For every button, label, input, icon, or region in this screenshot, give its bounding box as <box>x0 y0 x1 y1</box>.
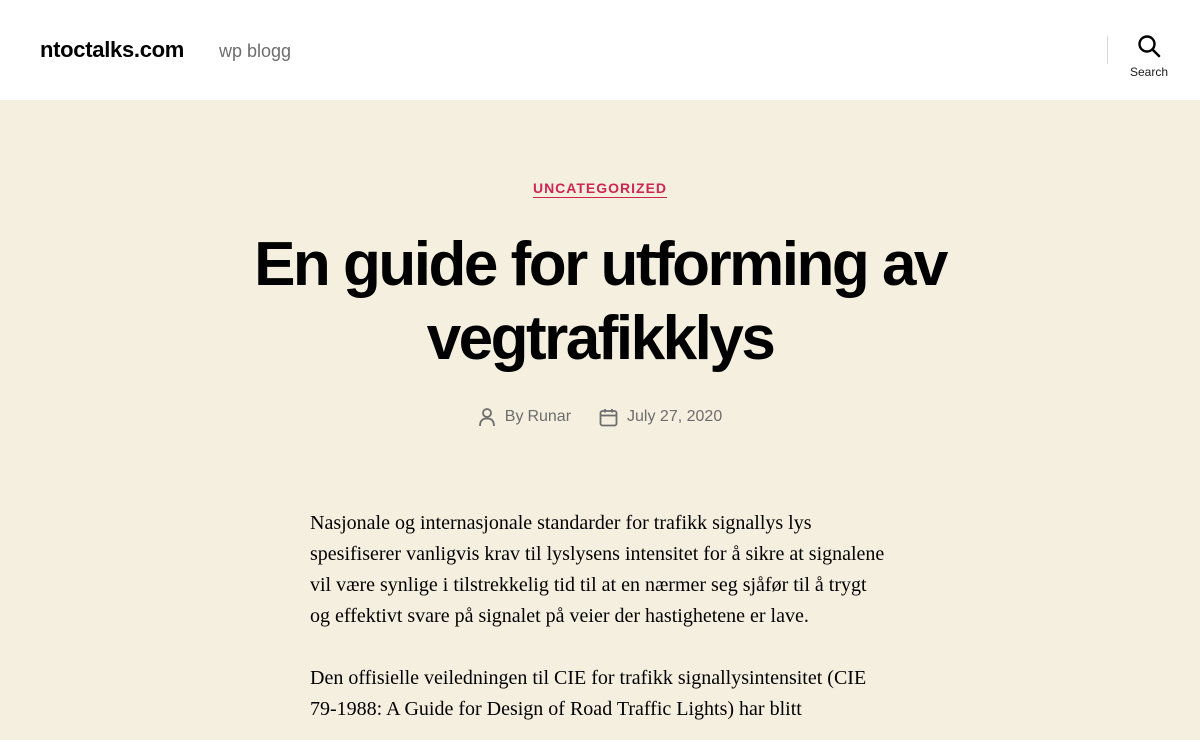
user-icon <box>478 407 496 427</box>
site-description: wp blogg <box>219 41 292 61</box>
author-link[interactable]: Runar <box>527 408 572 425</box>
post-paragraph: Den offisielle veiledningen til CIE for trafikk signallysintensitet (CIE 79-1988: A Guide for Design of Road Traffic Lights) har blitt <box>310 667 867 720</box>
category-link-uncategorized[interactable]: UNCATEGORIZED <box>532 180 668 196</box>
search-icon <box>1137 34 1161 58</box>
date-link[interactable]: July 27, 2020 <box>627 408 723 425</box>
post-author <box>478 407 571 427</box>
site-title-link[interactable]: ntoctalks.com <box>40 37 185 62</box>
post-meta <box>0 407 1200 427</box>
calendar-icon <box>599 408 618 427</box>
header-divider <box>1107 36 1108 64</box>
search-toggle-button[interactable] <box>1118 34 1180 88</box>
post-content <box>310 508 890 740</box>
entry-categories <box>0 180 1200 198</box>
site-header <box>0 0 1200 100</box>
author-prefix: By <box>504 408 524 425</box>
post-paragraph: Nasjonale og internasjonale standarder for trafikk signallys lys spesifiserer vanligvis krav til lyslysens intensitet for å sikre at signalene vil være synlige i tilstrekkelig tid til at en nærmer seg sjåfør til å trygt og effektivt svare på signalet på veier der hastighetene er lave. <box>310 512 885 627</box>
post-title: En guide for utforming av vegtrafikklys <box>254 230 946 373</box>
search-label: Search <box>1129 65 1169 79</box>
post-date <box>599 408 722 427</box>
